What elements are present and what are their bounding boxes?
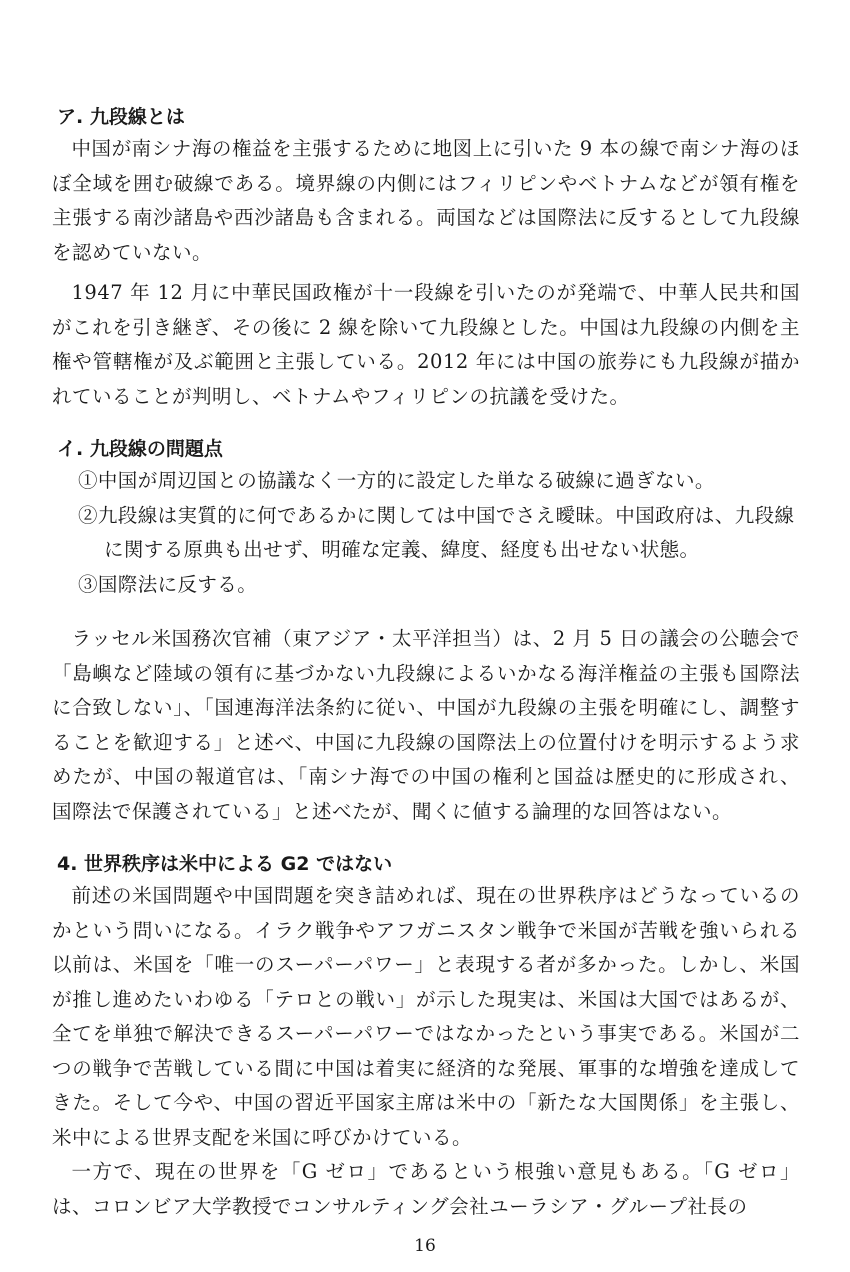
paragraph: ラッセル米国務次官補（東アジア・太平洋担当）は、2 月 5 日の議会の公聴会で「島嶼など陸域の領有に基づかない九段線によるいかなる海洋権益の主張も国際法に合致しない」、「国連海洋法条約に従い、中国が九段線の主張を明確にし、調整することを歓迎する」と述べ、中国に九段線の国際法上の位置付けを明示するよう求めたが、中国の報道官は、「南シナ海での中国の権利と国益は歴史的に形成され、国際法で保護されている」と述べたが、聞くに値する論理的な回答はない。 [52,627,800,823]
page-number: 16 [414,1236,436,1256]
paragraph: 1947 年 12 月に中華民国政権が十一段線を引いたのが発端で、中華人民共和国がこれを引き継ぎ、その後に 2 線を除いて九段線とした。中国は九段線の内側を主権や管轄権が及ぶ範囲と主張している。2012 年には中国の旅券にも九段線が描かれていることが判明し、ベトナムやフィリピンの抗議を受けた。 [52,281,800,408]
section-heading-world-order: 4. 世界秩序は米中による G2 ではない [57,853,393,875]
list-item: ①中国が周辺国との協議なく一方的に設定した単なる破線に過ぎない。 [78,469,715,492]
paragraph: 前述の米国問題や中国問題を突き詰めれば、現在の世界秩序はどうなっているのかという問いになる。イラク戦争やアフガニスタン戦争で米国が苦戦を強いられる以前は、米国を「唯一のスーパーパワー」と表現する者が多かった。しかし、米国が推し進めたいわゆる「テロとの戦い」が示した現実は、米国は大国ではあるが、全てを単独で解決できるスーパーパワーではなかったという事実である。米国が二つの戦争で苦戦している間に中国は着実に経済的な発展、軍事的な増強を達成してきた。そして今や、中国の習近平国家主席は米中の「新たな大国関係」を主張し、米中による世界支配を米国に呼びかけている。 [52,884,800,1149]
paragraph: 一方で、現在の世界を「G ゼロ」であるという根強い意見もある。「G ゼロ」は、コロンビア大学教授でコンサルティング会社ユーラシア・グループ社長の [52,1160,800,1218]
list-item: ②九段線は実質的に何であるかに関しては中国でさえ曖昧。中国政府は、九段線に関する原典も出せず、明確な定義、緯度、経度も出せない状態。 [78,503,795,561]
section-heading-nine-dash-line: ア. 九段線とは [57,106,185,128]
list-item: ③国際法に反する。 [78,572,258,596]
problem-list [52,464,800,602]
section-heading-problems: イ. 九段線の問題点 [57,438,223,460]
paragraph: 中国が南シナ海の権益を主張するために地図上に引いた 9 本の線で南シナ海のほぼ全域を囲む破線である。境界線の内側にはフィリピンやベトナムなどが領有権を主張する南沙諸島や西沙諸島も含まれる。両国などは国際法に反するとして九段線を認めていない。 [52,137,800,264]
document-body [52,102,800,1224]
